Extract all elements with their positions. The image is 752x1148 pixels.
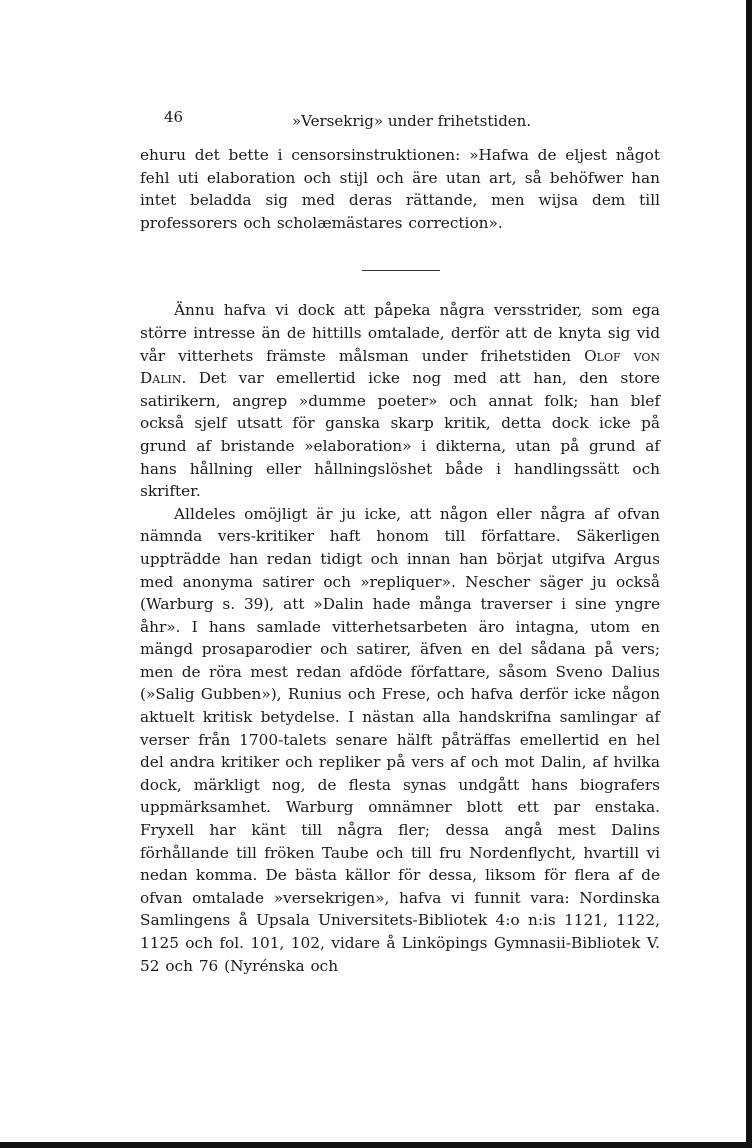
page-number: 46 (164, 108, 184, 126)
paragraph-dalin-intro-after: . Det var emellertid icke nog med att han, den store satirikern, angrep »dumme poeter» och annat folk; han blef också sjelf utsatt för ganska skarp kritik, detta dock icke på grund af bristande »elaboration» i dikterna, utan på grund af hans hållning eller hållningslöshet både i handlingssätt och skrifter. (140, 369, 660, 501)
paragraph-dalin-intro (140, 299, 660, 502)
continued-text (140, 144, 660, 234)
author-name: Olof von Dalin (140, 346, 660, 388)
section-text (140, 299, 660, 977)
section-divider (362, 270, 440, 271)
running-title: »Versekrig» under frihetstiden. (292, 112, 532, 130)
book-page (140, 108, 660, 977)
paragraph-verse-critics: Alldeles omöjligt är ju icke, att någon eller några af ofvan nämnda vers-kritiker haft honom till författare. Säkerligen uppträdde han redan tidigt och innan han börjat utgifva Argus med anonyma satirer och »repliquer». Nescher säger ju också (Warburg s. 39), att »Dalin hade många traverser i sine yngre åhr». I hans samlade vitterhetsarbeten äro intagna, utom en mängd prosaparodier och satirer, äfven en del sådana på vers; men de röra mest redan afdöde författare, såsom Sveno Dalius (»Salig Gubben»), Runius och Frese, och hafva derför icke någon aktuelt kritisk betydelse. I nästan alla handskrifna samlingar af verser från 1700-talets senare hälft påträffas emellertid en hel del andra kritiker och repliker på vers af och mot Dalin, af hvilka dock, märkligt nog, de flesta synas undgått hans biografers uppmärksamhet. Warburg omnämner blott ett par enstaka. Fryxell har känt till några fler; dessa angå mest Dalins förhållande till fröken Taube och till fru Nordenflycht, hvartill vi nedan komma. De bästa källor för dessa, liksom för flera af de ofvan omtalade »versekrigen», hafva vi funnit vara: Nordinska Samlingens å Upsala Universitets-Bibliotek 4:o n:is 1121, 1122, 1125 och fol. 101, 102, vidare å Linköpings Gymnasii-Bibliotek V. 52 och 76 (Nyrénska och (140, 504, 660, 975)
running-head (140, 108, 660, 134)
scan-border-right (746, 0, 752, 1148)
paragraph-dalin-intro-before: Ännu hafva vi dock att påpeka några versstrider, som ega större intresse än de hittills omtalade, derför att de knyta sig vid vår vitterhets främste målsman under frihetstiden (140, 301, 660, 365)
continued-paragraph: ehuru det bette i censorsinstruktionen: »Hafwa de eljest något fehl uti elaboration och stijl och äre utan art, så behöfwer han intet beladda sig med deras rättande, men wijsa dem till professorers och scholæmästares correction». (140, 146, 660, 232)
scan-border-bottom (0, 1142, 752, 1148)
